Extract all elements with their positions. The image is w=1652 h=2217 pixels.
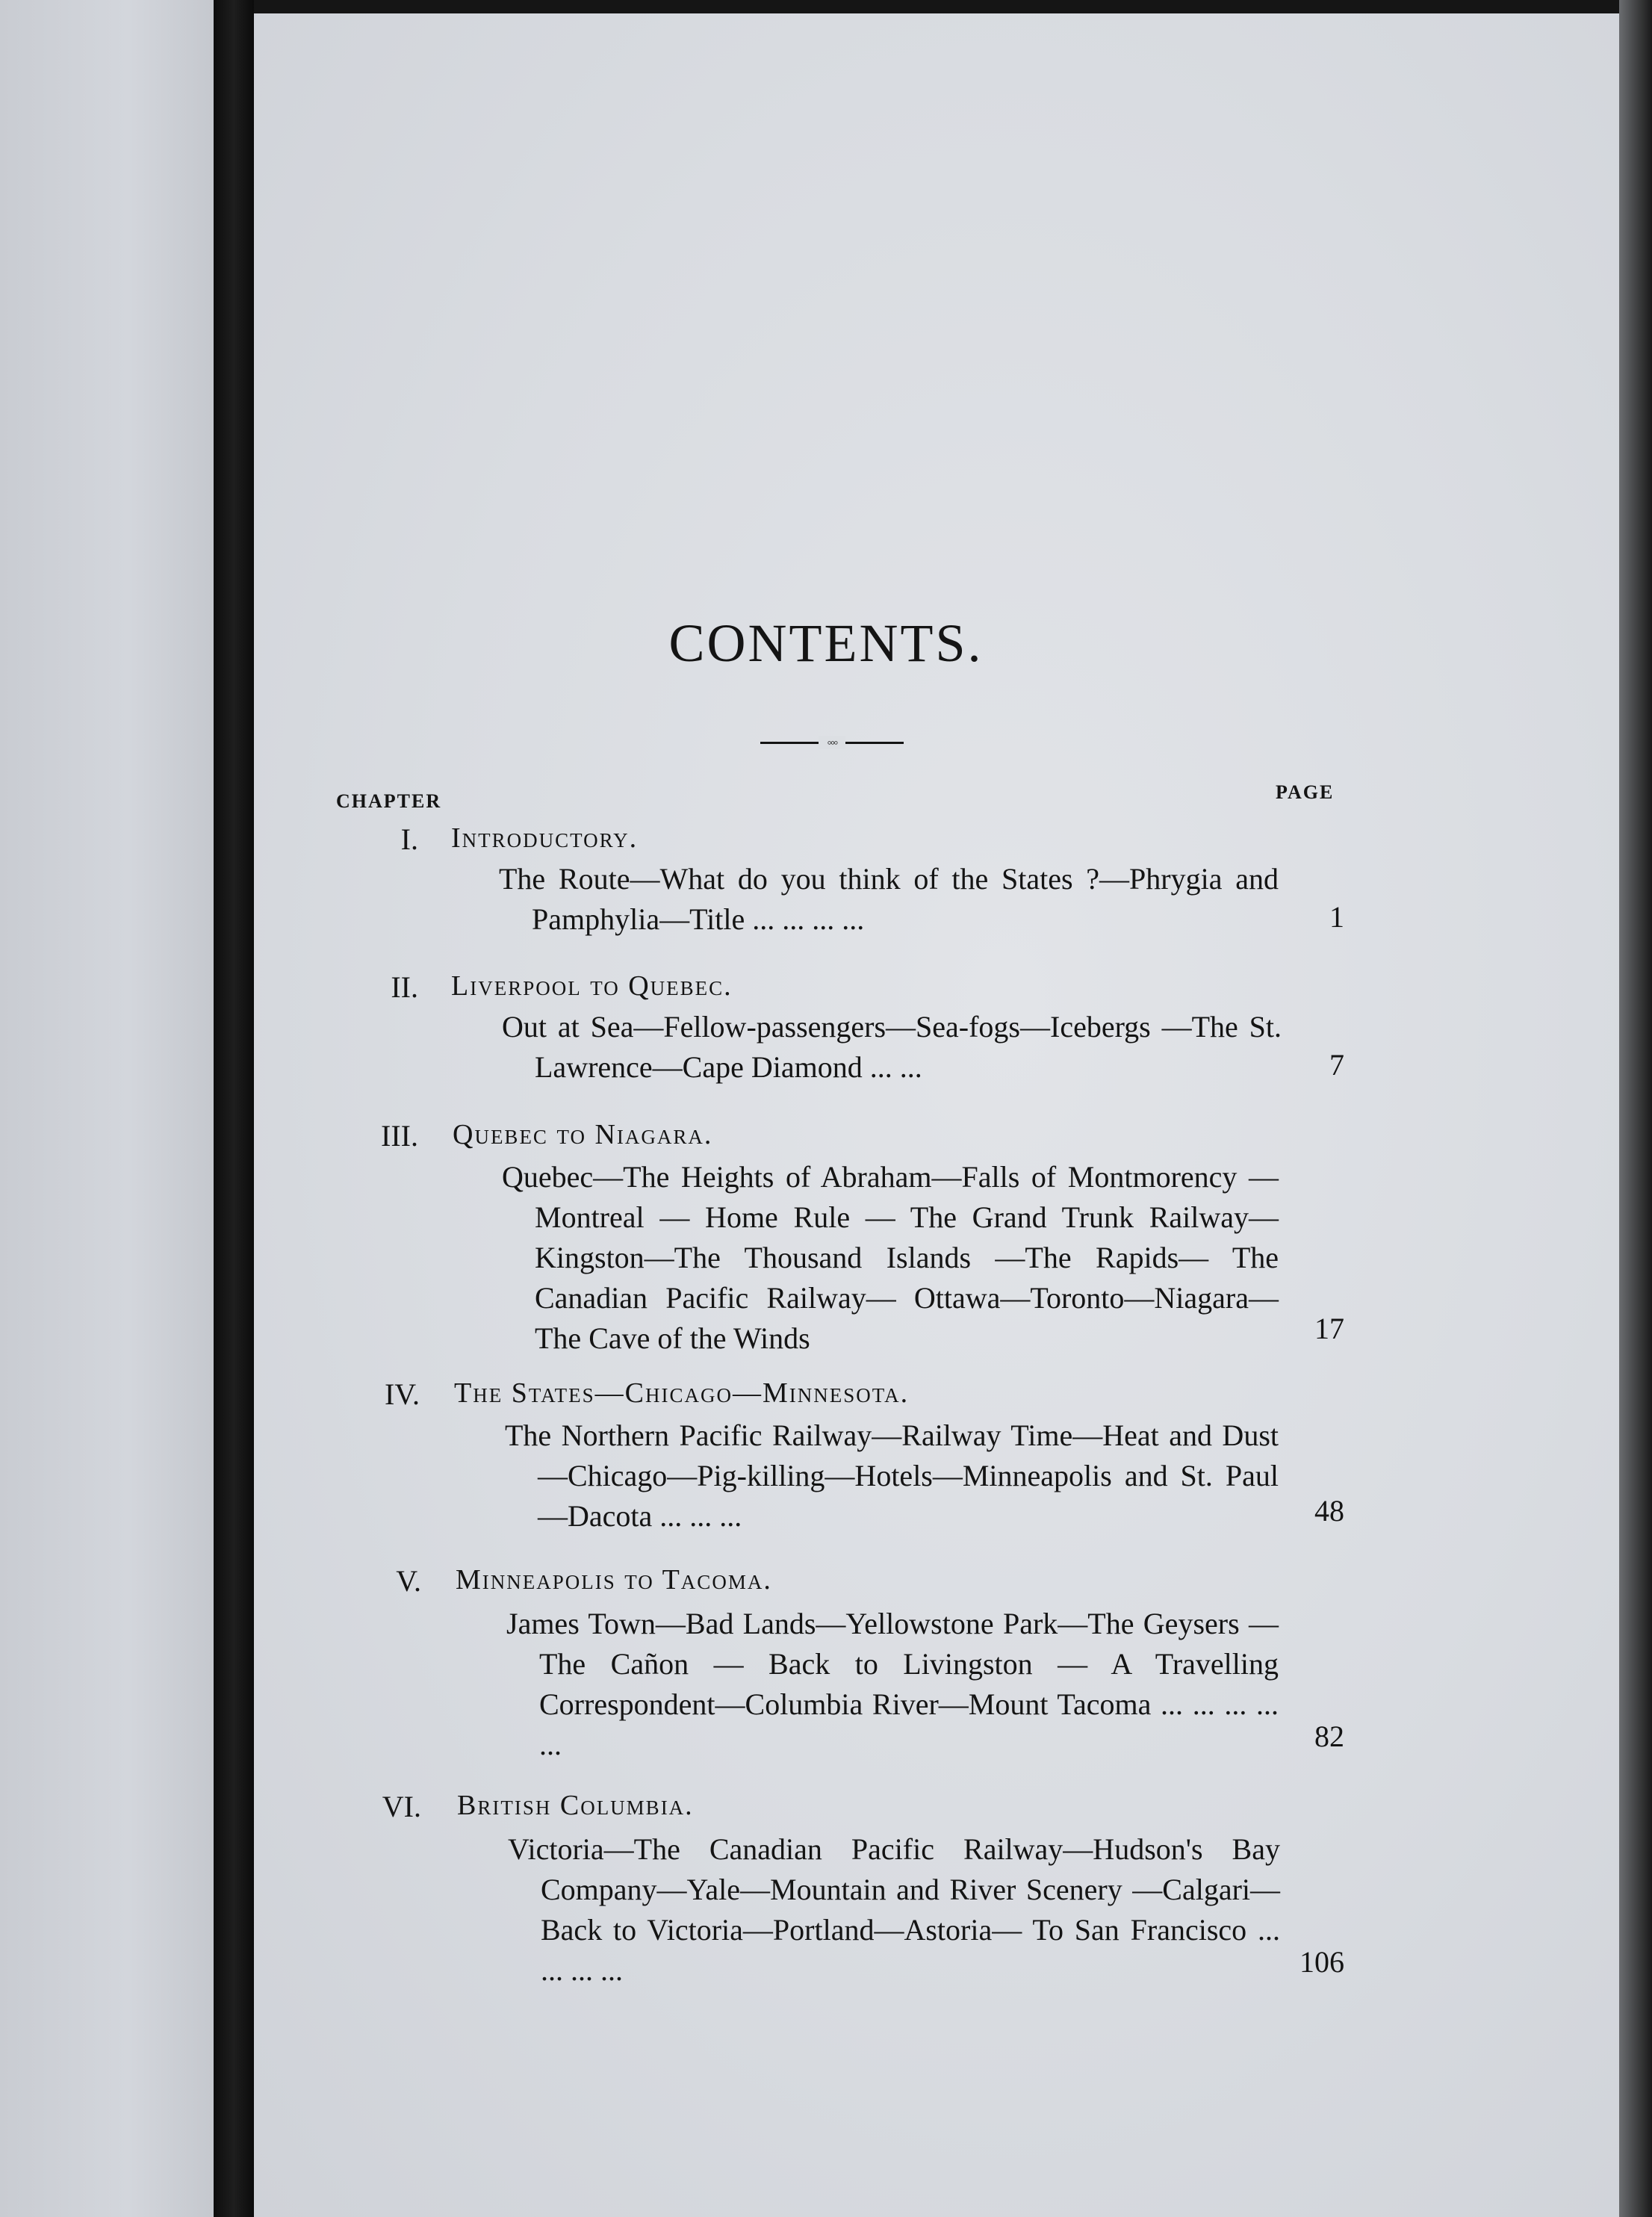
chapter-page-number: 1 <box>1329 900 1344 934</box>
top-edge-shadow <box>254 0 1652 15</box>
page-column-header: PAGE <box>1276 781 1335 803</box>
title-ornament-rule <box>760 736 904 749</box>
chapter-page-number: 106 <box>1299 1945 1344 1979</box>
chapter-number: IV. <box>384 1377 420 1411</box>
chapter-number: III. <box>381 1119 418 1153</box>
chapter-summary: James Town—Bad Lands—Yellowstone Park—The Geysers — The Cañon — Back to Livingston — A Travelling Correspondent—Columbia River—Mount Tacoma ... ... ... ... ... <box>506 1607 1279 1761</box>
chapter-summary: Victoria—The Canadian Pacific Railway—Hudson's Bay Company—Yale—Mountain and River Scenery —Calgari—Back to Victoria—Portland—Astoria— To San Francisco ... ... ... ... <box>508 1832 1280 1987</box>
ornament-glyph: ◦◦◦ <box>819 736 845 749</box>
chapter-title: Liverpool to Quebec. <box>451 970 733 1002</box>
chapter-title: The States—Chicago—Minnesota. <box>454 1377 910 1409</box>
chapter-summary: The Northern Pacific Railway—Railway Time—Heat and Dust—Chicago—Pig-killing—Hotels—Minneapolis and St. Paul—Dacota ... ... ... <box>505 1418 1279 1533</box>
page-title: CONTENTS. <box>668 613 984 673</box>
chapter-title: Quebec to Niagara. <box>453 1119 713 1150</box>
chapter-title: British Columbia. <box>457 1790 694 1821</box>
chapter-summary: Quebec—The Heights of Abraham—Falls of Montmorency — Montreal — Home Rule — The Grand Trunk Railway—Kingston—The Thousand Islands —The Rapids— The Canadian Pacific Railway— Ottawa—Toronto—Niagara—The Cave of the Winds <box>502 1160 1279 1355</box>
chapter-page-number: 7 <box>1329 1048 1344 1082</box>
chapter-title: Introductory. <box>451 822 639 854</box>
right-edge-shadow <box>1619 0 1652 2217</box>
chapter-column-header: CHAPTER <box>336 790 442 812</box>
book-spine-shadow <box>214 0 254 2217</box>
chapter-number: VI. <box>382 1790 421 1823</box>
chapter-title: Minneapolis to Tacoma. <box>456 1564 772 1596</box>
chapter-page-number: 17 <box>1314 1312 1344 1345</box>
chapter-page-number: 48 <box>1314 1494 1344 1528</box>
chapter-page-number: 82 <box>1314 1720 1344 1753</box>
chapter-number: I. <box>400 822 418 856</box>
left-page-margin <box>0 0 214 2217</box>
chapter-summary: The Route—What do you think of the States ?—Phrygia and Pamphylia—Title ... ... ... ... <box>499 862 1279 936</box>
chapter-number: II. <box>391 970 418 1004</box>
chapter-summary: Out at Sea—Fellow-passengers—Sea-fogs—Icebergs —The St. Lawrence—Cape Diamond ... ... <box>502 1010 1282 1084</box>
chapter-number: V. <box>396 1564 421 1598</box>
